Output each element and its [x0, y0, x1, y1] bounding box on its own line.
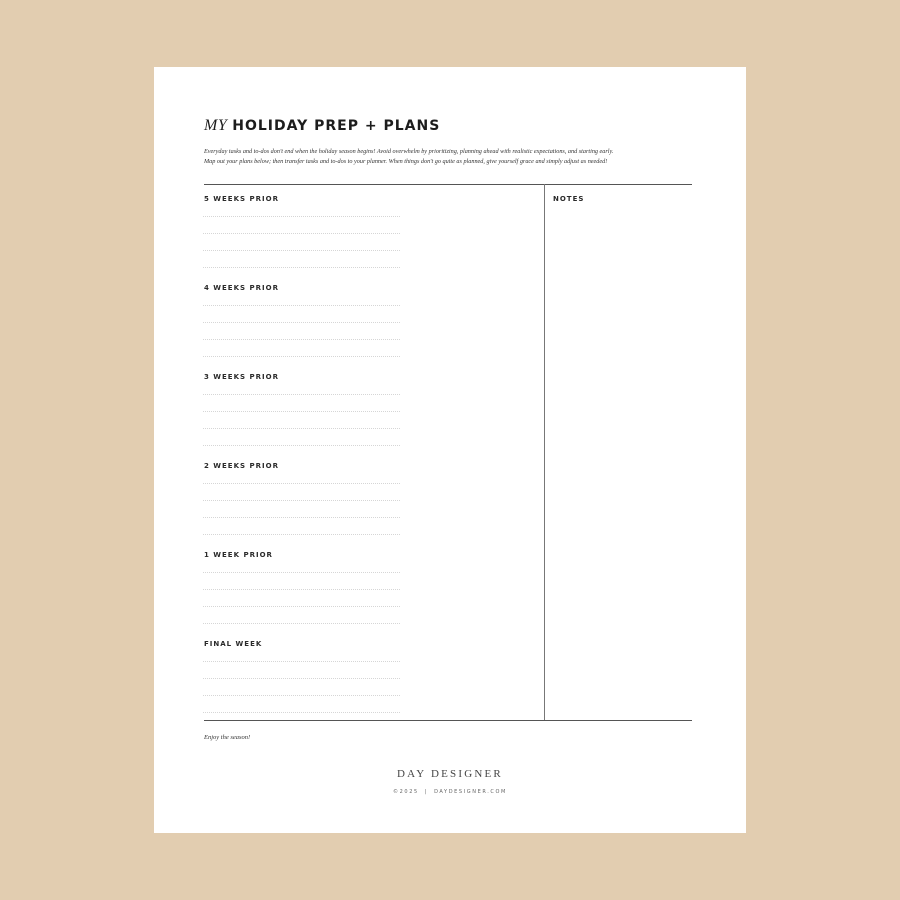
footer-line: [154, 789, 746, 795]
writing-line[interactable]: [203, 589, 400, 590]
section-2-weeks-prior: [204, 462, 404, 551]
section-3-weeks-prior: [204, 373, 404, 462]
section-heading: 4 WEEKS PRIOR: [204, 284, 279, 292]
section-5-weeks-prior: [204, 195, 404, 284]
writing-line[interactable]: [203, 411, 400, 412]
planner-page: [154, 67, 746, 833]
section-heading: 5 WEEKS PRIOR: [204, 195, 279, 203]
writing-line[interactable]: [203, 233, 400, 234]
writing-line[interactable]: [203, 339, 400, 340]
intro-text: [204, 147, 694, 167]
page-title: [204, 117, 440, 135]
writing-line[interactable]: [203, 695, 400, 696]
writing-line[interactable]: [203, 250, 400, 251]
top-rule: [204, 184, 692, 185]
notes-area[interactable]: [545, 207, 692, 720]
section-heading: 3 WEEKS PRIOR: [204, 373, 279, 381]
title-main: HOLIDAY PREP + PLANS: [232, 118, 441, 134]
writing-line[interactable]: [203, 322, 400, 323]
footer-separator: |: [424, 789, 429, 795]
intro-line-1: Everyday tasks and to-dos don't end when the holiday season begins! Avoid overwhelm by prioritizing, planning ahead with realistic expectations, and starting early.: [204, 148, 614, 155]
notes-heading: NOTES: [553, 195, 585, 203]
writing-line[interactable]: [203, 267, 400, 268]
section-1-week-prior: [204, 551, 404, 640]
section-heading: 1 WEEK PRIOR: [204, 551, 273, 559]
website-link[interactable]: DAYDESIGNER.COM: [434, 789, 507, 795]
writing-line[interactable]: [203, 678, 400, 679]
section-4-weeks-prior: [204, 284, 404, 373]
writing-line[interactable]: [203, 356, 400, 357]
writing-line[interactable]: [203, 216, 400, 217]
writing-line[interactable]: [203, 305, 400, 306]
section-final-week: [204, 640, 404, 729]
intro-line-2: Map out your plans below; then transfer tasks and to-dos to your planner. When things don't go quite as planned, give yourself grace and simply adjust as needed!: [204, 158, 608, 165]
writing-line[interactable]: [203, 517, 400, 518]
writing-line[interactable]: [203, 394, 400, 395]
brand-logo: DAY DESIGNER: [397, 768, 503, 780]
writing-line[interactable]: [203, 500, 400, 501]
title-prefix: MY: [204, 117, 228, 134]
writing-line[interactable]: [203, 606, 400, 607]
writing-line[interactable]: [203, 483, 400, 484]
writing-line[interactable]: [203, 623, 400, 624]
section-heading: FINAL WEEK: [204, 640, 263, 648]
writing-line[interactable]: [203, 712, 400, 713]
writing-line[interactable]: [203, 534, 400, 535]
writing-line[interactable]: [203, 445, 400, 446]
writing-line[interactable]: [203, 428, 400, 429]
writing-line[interactable]: [203, 572, 400, 573]
section-heading: 2 WEEKS PRIOR: [204, 462, 279, 470]
writing-line[interactable]: [203, 661, 400, 662]
copyright: ©2025: [393, 789, 419, 795]
closing-text: Enjoy the season!: [204, 734, 251, 741]
